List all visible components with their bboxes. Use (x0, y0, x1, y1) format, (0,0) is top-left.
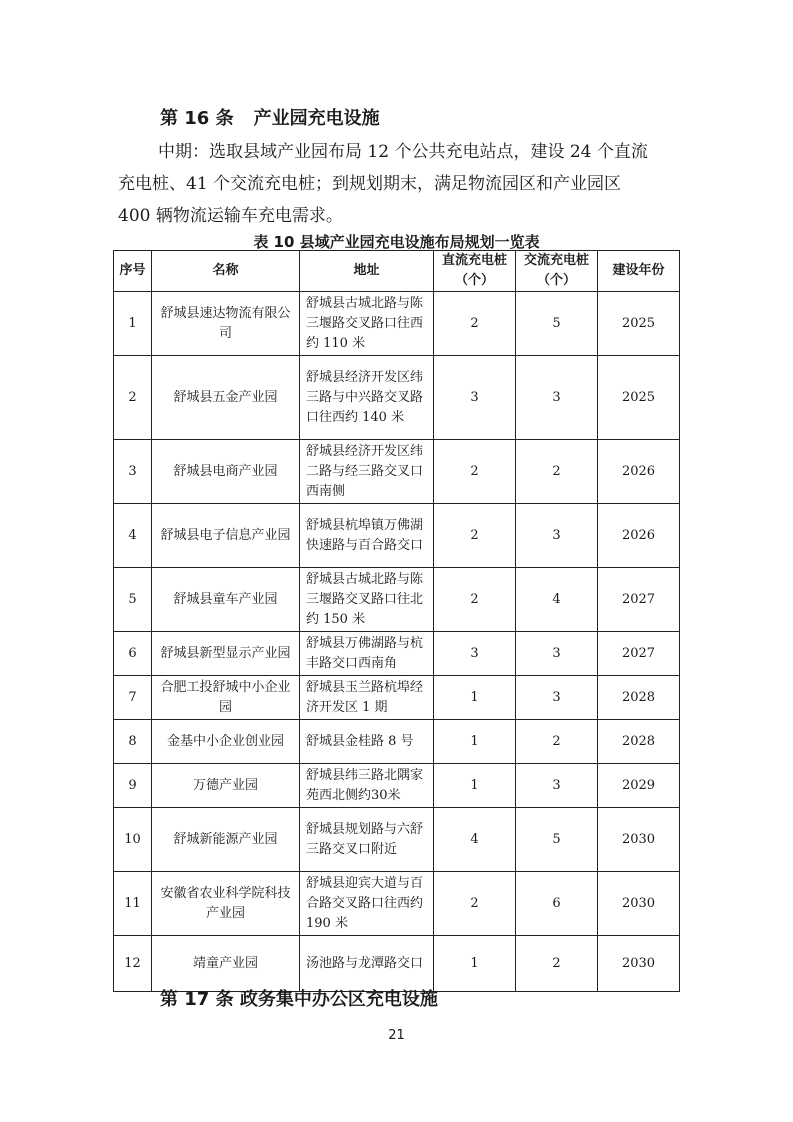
cell-year: 2025 (598, 356, 680, 440)
cell-address: 舒城县迎宾大道与百合路交叉路口往西约 190 米 (300, 872, 434, 936)
cell-ac: 3 (516, 764, 598, 808)
table-row (114, 568, 680, 632)
cell-ac: 6 (516, 872, 598, 936)
section-16-title: 产业园充电设施 (253, 108, 380, 129)
cell-ac: 3 (516, 676, 598, 720)
cell-year: 2028 (598, 720, 680, 764)
cell-ac: 3 (516, 504, 598, 568)
table-row (114, 872, 680, 936)
cell-address: 汤池路与龙潭路交口 (300, 936, 434, 992)
cell-year: 2030 (598, 872, 680, 936)
section-17-number: 第 17 条 (160, 989, 234, 1010)
cell-year: 2028 (598, 676, 680, 720)
section-16-paragraph (118, 136, 678, 232)
cell-year: 2029 (598, 764, 680, 808)
section-16-heading (160, 104, 380, 130)
charging-facility-table (113, 250, 680, 992)
cell-no: 7 (114, 676, 152, 720)
cell-dc: 3 (434, 632, 516, 676)
table-caption: 表 10 县域产业园充电设施布局规划一览表 (253, 233, 540, 251)
cell-dc: 2 (434, 440, 516, 504)
cell-no: 10 (114, 808, 152, 872)
cell-no: 5 (114, 568, 152, 632)
table-row (114, 632, 680, 676)
header-year: 建设年份 (598, 251, 680, 292)
table-row (114, 676, 680, 720)
cell-year: 2026 (598, 440, 680, 504)
cell-no: 8 (114, 720, 152, 764)
cell-address: 舒城县经济开发区纬二路与经三路交叉口西南侧 (300, 440, 434, 504)
header-dc: 直流充电桩（个） (434, 251, 516, 292)
cell-dc: 2 (434, 872, 516, 936)
cell-address: 舒城县金桂路 8 号 (300, 720, 434, 764)
table-row (114, 808, 680, 872)
cell-name: 靖童产业园 (152, 936, 300, 992)
cell-ac: 4 (516, 568, 598, 632)
cell-year: 2026 (598, 504, 680, 568)
cell-name: 合肥工投舒城中小企业园 (152, 676, 300, 720)
table-row (114, 292, 680, 356)
cell-no: 2 (114, 356, 152, 440)
cell-name: 舒城新能源产业园 (152, 808, 300, 872)
cell-address: 舒城县杭埠镇万佛湖快速路与百合路交口 (300, 504, 434, 568)
cell-dc: 1 (434, 720, 516, 764)
table-row (114, 356, 680, 440)
table-row (114, 936, 680, 992)
cell-address: 舒城县经济开发区纬三路与中兴路交叉路口往西约 140 米 (300, 356, 434, 440)
cell-no: 12 (114, 936, 152, 992)
cell-ac: 2 (516, 440, 598, 504)
cell-name: 舒城县童车产业园 (152, 568, 300, 632)
paragraph-line: 中期：选取县域产业园布局 12 个公共充电站点，建设 24 个直流 (158, 142, 648, 162)
cell-address: 舒城县玉兰路杭埠经济开发区 1 期 (300, 676, 434, 720)
cell-address: 舒城县规划路与六舒三路交叉口附近 (300, 808, 434, 872)
page-number: 21 (388, 1028, 405, 1043)
table-row (114, 440, 680, 504)
cell-no: 11 (114, 872, 152, 936)
paragraph-line: 充电桩、41 个交流充电桩；到规划期末，满足物流园区和产业园区 (118, 174, 622, 194)
table-header-row (114, 251, 680, 292)
cell-dc: 2 (434, 568, 516, 632)
cell-ac: 2 (516, 936, 598, 992)
cell-no: 1 (114, 292, 152, 356)
table-row (114, 504, 680, 568)
cell-name: 舒城县电商产业园 (152, 440, 300, 504)
cell-name: 万德产业园 (152, 764, 300, 808)
cell-dc: 1 (434, 764, 516, 808)
cell-name: 舒城县电子信息产业园 (152, 504, 300, 568)
cell-year: 2030 (598, 936, 680, 992)
paragraph-line: 400 辆物流运输车充电需求。 (118, 206, 343, 226)
section-17-title: 政务集中办公区充电设施 (239, 989, 438, 1010)
cell-dc: 2 (434, 504, 516, 568)
header-no: 序号 (114, 251, 152, 292)
cell-ac: 3 (516, 356, 598, 440)
cell-no: 6 (114, 632, 152, 676)
table-row (114, 720, 680, 764)
cell-dc: 3 (434, 356, 516, 440)
section-17-heading (160, 985, 438, 1011)
cell-no: 9 (114, 764, 152, 808)
cell-ac: 5 (516, 808, 598, 872)
header-address: 地址 (300, 251, 434, 292)
cell-dc: 2 (434, 292, 516, 356)
header-ac: 交流充电桩（个） (516, 251, 598, 292)
cell-address: 舒城县古城北路与陈三堰路交叉路口往北约 150 米 (300, 568, 434, 632)
cell-year: 2025 (598, 292, 680, 356)
cell-address: 舒城县纬三路北隅家苑西北侧约30米 (300, 764, 434, 808)
cell-ac: 2 (516, 720, 598, 764)
cell-dc: 4 (434, 808, 516, 872)
cell-name: 安徽省农业科学院科技产业园 (152, 872, 300, 936)
cell-year: 2027 (598, 632, 680, 676)
cell-year: 2027 (598, 568, 680, 632)
cell-no: 4 (114, 504, 152, 568)
table-row (114, 764, 680, 808)
cell-address: 舒城县万佛湖路与杭丰路交口西南角 (300, 632, 434, 676)
section-16-number: 第 16 条 (160, 108, 234, 129)
cell-no: 3 (114, 440, 152, 504)
cell-year: 2030 (598, 808, 680, 872)
cell-ac: 3 (516, 632, 598, 676)
cell-ac: 5 (516, 292, 598, 356)
cell-address: 舒城县古城北路与陈三堰路交叉路口往西约 110 米 (300, 292, 434, 356)
cell-name: 舒城县新型显示产业园 (152, 632, 300, 676)
cell-dc: 1 (434, 936, 516, 992)
cell-name: 舒城县五金产业园 (152, 356, 300, 440)
cell-name: 金基中小企业创业园 (152, 720, 300, 764)
cell-name: 舒城县速达物流有限公司 (152, 292, 300, 356)
cell-dc: 1 (434, 676, 516, 720)
header-name: 名称 (152, 251, 300, 292)
